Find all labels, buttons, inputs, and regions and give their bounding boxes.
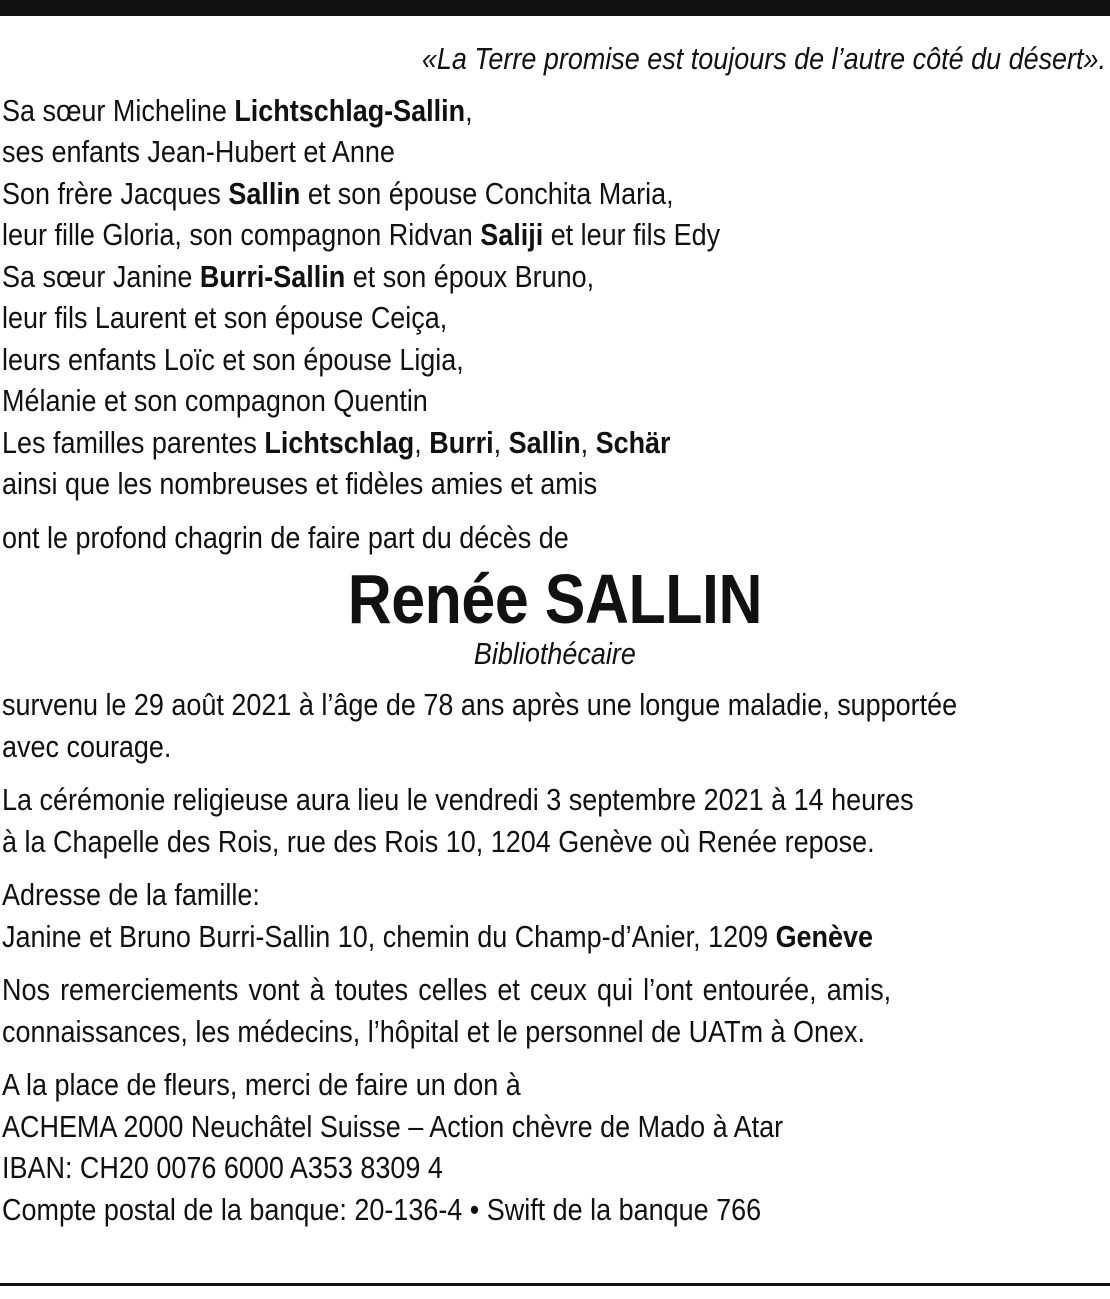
thanks-paragraph	[2, 969, 1108, 1052]
ceremony-paragraph	[2, 779, 1108, 862]
family-line	[2, 422, 1108, 464]
death-line-2: avec courage.	[2, 728, 172, 764]
thanks-line-1: Nos remerciements vont à toutes celles et ceux qui l’ont entourée, amis,	[2, 972, 892, 1007]
obituary-notice	[2, 38, 1108, 1230]
address-label: Adresse de la famille:	[2, 877, 260, 912]
family-line	[2, 173, 1108, 215]
family-line	[2, 463, 1108, 505]
family-text: ,	[414, 424, 430, 460]
family-text: ainsi que les nombreuses et fidèles amies et amis	[2, 466, 598, 501]
family-text: ses enfants Jean-Hubert et Anne	[2, 134, 395, 169]
family-text: ,	[465, 92, 473, 128]
donation-paragraph	[2, 1064, 1108, 1230]
donation-line: IBAN: CH20 0076 6000 A353 8309 4	[2, 1150, 443, 1185]
family-surname: Saliji	[480, 217, 544, 252]
family-surname: Burri-Sallin	[199, 258, 346, 294]
family-line	[2, 131, 1108, 173]
bottom-rule	[0, 1283, 1110, 1286]
family-surname: Burri	[429, 424, 494, 460]
family-text: et leur fils Edy	[543, 217, 721, 252]
family-line	[2, 297, 1108, 339]
death-line-1: survenu le 29 août 2021 à l’âge de 78 ans après une longue maladie, supportée	[2, 687, 958, 722]
donation-line: A la place de fleurs, merci de faire un don à	[2, 1067, 521, 1102]
family-text: Mélanie et son compagnon Quentin	[2, 383, 428, 418]
family-line	[2, 380, 1108, 422]
family-text: ,	[580, 424, 596, 460]
announcement-text	[2, 517, 1108, 559]
deceased-occupation: Bibliothécaire	[473, 636, 636, 671]
family-text: Sa sœur Micheline	[2, 92, 235, 128]
family-text: leur fils Laurent et son épouse Ceiça,	[2, 300, 448, 335]
family-surname: Schär	[595, 424, 671, 460]
ceremony-line-2: à la Chapelle des Rois, rue des Rois 10, 1204 Genève où Renée repose.	[2, 823, 875, 859]
family-text: Les familles parentes	[2, 424, 265, 460]
address-text: Janine et Bruno Burri-Sallin 10, chemin du Champ-d’Anier, 1209	[2, 918, 776, 954]
top-rule	[0, 0, 1110, 16]
announcement-line: ont le profond chagrin de faire part du décès de	[2, 519, 569, 555]
family-text: et son épouse Conchita Maria,	[300, 175, 674, 211]
family-surname: Sallin	[228, 175, 301, 211]
family-surname: Sallin	[508, 424, 581, 460]
deceased-block	[2, 562, 1108, 672]
family-surname: Lichtschlag	[264, 424, 415, 460]
family-list	[2, 90, 1108, 505]
donation-line: Compte postal de la banque: 20-136-4 • Swift de la banque 766	[2, 1191, 762, 1227]
donation-line: ACHEMA 2000 Neuchâtel Suisse – Action chèvre de Mado à Atar	[2, 1108, 784, 1144]
ceremony-line-1: La cérémonie religieuse aura lieu le vendredi 3 septembre 2021 à 14 heures	[2, 782, 914, 817]
family-line	[2, 90, 1108, 132]
death-paragraph	[2, 684, 1108, 767]
address-paragraph	[2, 874, 1108, 957]
family-surname: Lichtschlag-Sallin	[234, 92, 466, 128]
epigraph-quote: «La Terre promise est toujours de l’autre côté du désert».	[421, 41, 1107, 76]
deceased-name: Renée SALLIN	[347, 560, 763, 638]
family-text: leurs enfants Loïc et son épouse Ligia,	[2, 341, 464, 377]
family-line	[2, 214, 1108, 256]
family-text: leur fille Gloria, son compagnon Ridvan	[2, 217, 481, 252]
family-line	[2, 256, 1108, 298]
family-line	[2, 339, 1108, 381]
family-text: et son époux Bruno,	[345, 258, 595, 294]
address-line	[2, 916, 1108, 958]
family-text: Sa sœur Janine	[2, 258, 200, 294]
address-city: Genève	[775, 918, 874, 954]
thanks-line-2: connaissances, les médecins, l’hôpital et le personnel de UATm à Onex.	[2, 1013, 865, 1049]
family-text: Son frère Jacques	[2, 175, 229, 211]
family-text: ,	[493, 424, 509, 460]
